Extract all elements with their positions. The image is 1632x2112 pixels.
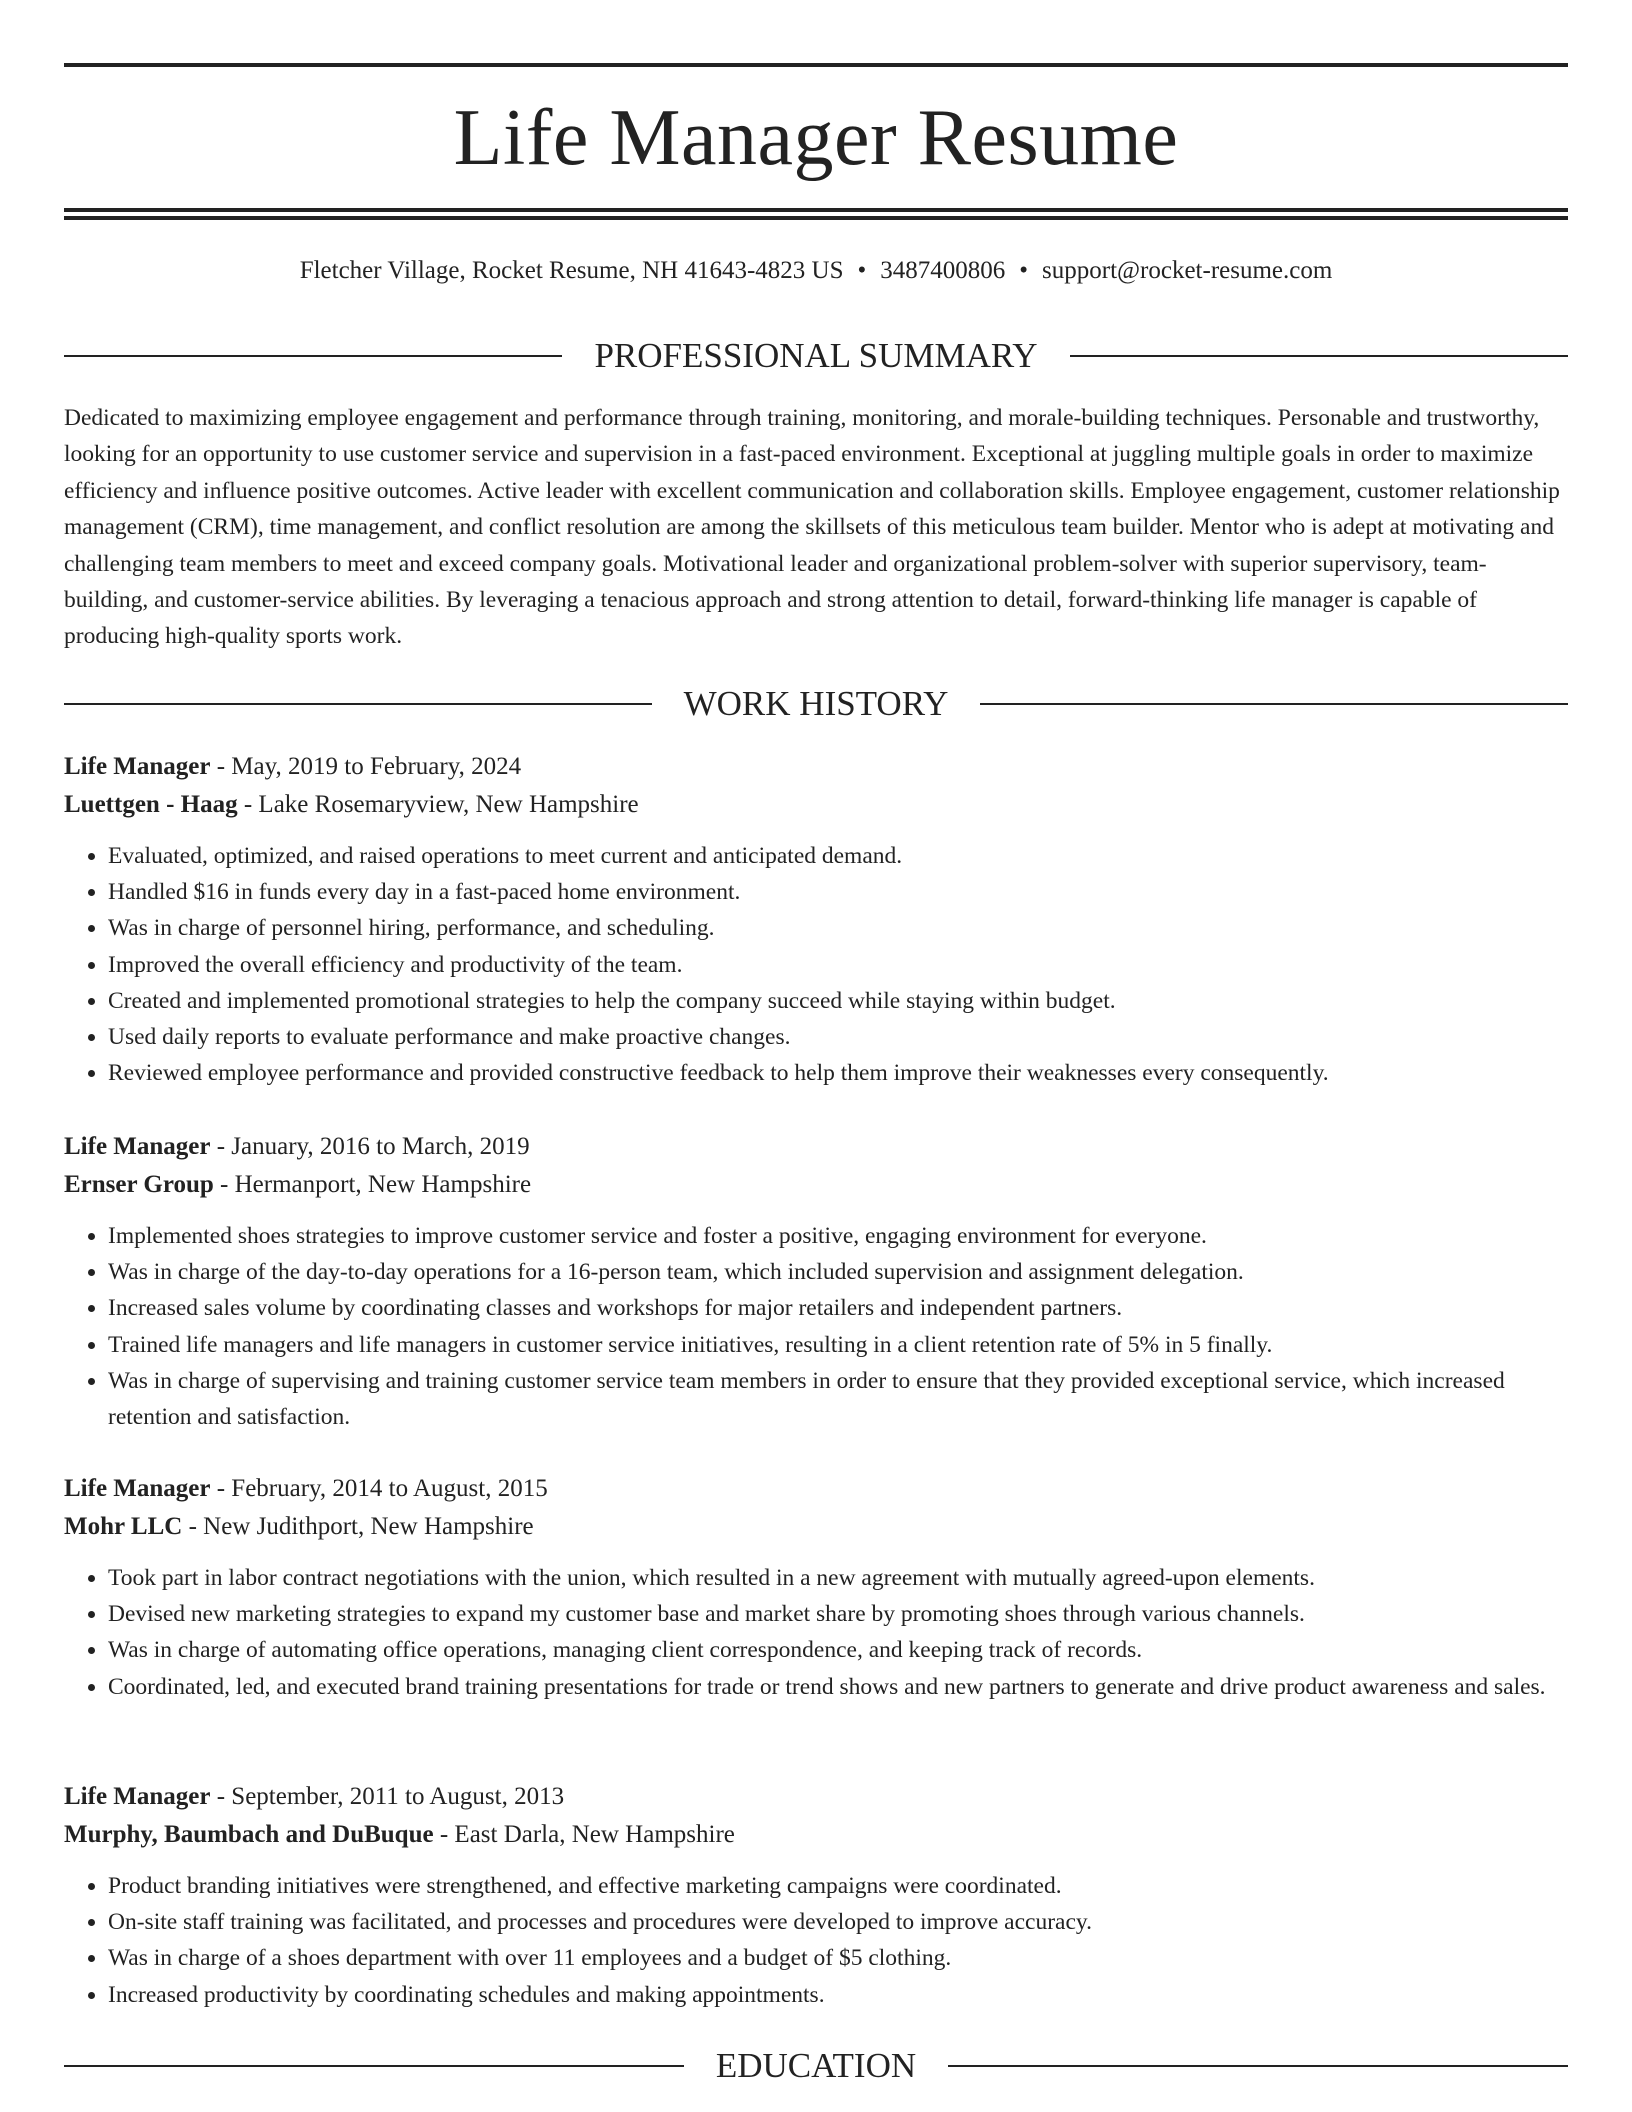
heading-rule-left [64, 355, 562, 357]
list-item: • Created and implemented promotional strategies to help the company succeed while staying within budget. [108, 983, 1568, 1019]
job-location: - Lake Rosemaryview, New Hampshire [237, 791, 639, 818]
heading-rule-left [64, 2065, 684, 2067]
list-item: • Improved the overall efficiency and productivity of the team. [108, 947, 1568, 983]
list-item: • Evaluated, optimized, and raised operations to meet current and anticipated demand. [108, 838, 1568, 874]
job-title-line [64, 1128, 1568, 1166]
summary-paragraph: Dedicated to maximizing employee engagement and performance through training, monitoring, and morale-building techniques. Personable and trustworthy, looking for an opportunity to use customer service and supervision in a fast-paced environment. Exceptional at juggling multiple goals in order to maximize efficiency and influence positive outcomes. Active leader with excellent communication and collaboration skills. Employee engagement, customer relationship management (CRM), time management, and conflict resolution are among the skillsets of this meticulous team builder. Mentor who is adept at motivating and challenging team members to meet and exceed company goals. Motivational leader and organizational problem-solver with superior supervisory, team-building, and customer-service abilities. By leveraging a tenacious approach and strong attention to detail, forward-thinking life manager is capable of producing high-quality sports work. [64, 405, 1560, 650]
job-entry [64, 1778, 1568, 2013]
list-item: • Trained life managers and life managers in customer service initiatives, resulting in a client retention rate of 5% in 5 finally. [108, 1327, 1568, 1363]
list-item: • Used daily reports to evaluate performance and make proactive changes. [108, 1019, 1568, 1055]
job-entry [64, 1128, 1568, 1435]
contact-separator: • [857, 257, 867, 284]
list-item: • Was in charge of the day-to-day operations for a 16-person team, which included supervision and assignment delegation. [108, 1254, 1568, 1290]
education-heading [64, 2046, 1568, 2086]
work-history-heading-label: WORK HISTORY [683, 684, 949, 723]
list-item: • On-site staff training was facilitated, and processes and procedures were developed to improve accuracy. [108, 1904, 1568, 1940]
summary-heading-label: PROFESSIONAL SUMMARY [594, 336, 1038, 375]
job-location: - New Judithport, New Hampshire [182, 1513, 534, 1540]
job-entry [64, 748, 1568, 1091]
job-dates: - January, 2016 to March, 2019 [210, 1133, 530, 1160]
heading-rule-left [64, 703, 652, 705]
job-company-line [64, 786, 1568, 824]
contact-email: support@rocket-resume.com [1042, 257, 1333, 284]
list-item: • Was in charge of personnel hiring, performance, and scheduling. [108, 910, 1568, 946]
list-item: • Implemented shoes strategies to improve customer service and foster a positive, engaging environment for everyone. [108, 1218, 1568, 1254]
job-company: Ernser Group [64, 1171, 214, 1198]
heading-rule-right [980, 703, 1568, 705]
list-item: • Increased sales volume by coordinating classes and workshops for major retailers and independent partners. [108, 1290, 1568, 1326]
list-item: • Coordinated, led, and executed brand training presentations for trade or trend shows and new partners to generate and drive product awareness and sales. [108, 1669, 1568, 1705]
job-bullets [64, 1560, 1568, 1705]
job-dates: - September, 2011 to August, 2013 [210, 1783, 565, 1810]
list-item: • Took part in labor contract negotiations with the union, which resulted in a new agreement with mutually agreed-upon elements. [108, 1560, 1568, 1596]
job-bullets [64, 1868, 1568, 2013]
summary-heading [64, 336, 1568, 376]
contact-phone: 3487400806 [880, 257, 1006, 284]
heading-rule-right [1070, 355, 1568, 357]
contact-address: Fletcher Village, Rocket Resume, NH 41643-4823 US [299, 257, 844, 284]
list-item: • Was in charge of a shoes department with over 11 employees and a budget of $5 clothing. [108, 1940, 1568, 1976]
list-item: • Devised new marketing strategies to expand my customer base and market share by promoting shoes through various channels. [108, 1596, 1568, 1632]
list-item: • Reviewed employee performance and provided constructive feedback to help them improve their weaknesses every consequently. [108, 1055, 1568, 1091]
job-dates: - February, 2014 to August, 2015 [210, 1475, 548, 1502]
job-title-line [64, 1778, 1568, 1816]
resume-title: Life Manager Resume [453, 94, 1179, 182]
job-role: Life Manager [64, 1475, 211, 1502]
job-company: Murphy, Baumbach and DuBuque [64, 1821, 434, 1848]
list-item: • Product branding initiatives were strengthened, and effective marketing campaigns were coordinated. [108, 1868, 1568, 1904]
list-item: • Was in charge of automating office operations, managing client correspondence, and keeping track of records. [108, 1632, 1568, 1668]
job-title-line [64, 748, 1568, 786]
education-heading-label: EDUCATION [715, 2046, 917, 2085]
heading-rule-right [948, 2065, 1568, 2067]
job-company: Luettgen - Haag [64, 791, 238, 818]
list-item: • Was in charge of supervising and training customer service team members in order to ensure that they provided exceptional service, which increased retention and satisfaction. [108, 1363, 1568, 1435]
job-location: - East Darla, New Hampshire [433, 1821, 735, 1848]
job-role: Life Manager [64, 1783, 211, 1810]
contact-separator: • [1019, 257, 1029, 284]
top-rule [64, 63, 1568, 67]
contact-line [64, 254, 1568, 288]
job-entry [64, 1470, 1568, 1705]
job-company-line [64, 1508, 1568, 1546]
job-company-line [64, 1816, 1568, 1854]
list-item: • Handled $16 in funds every day in a fast-paced home environment. [108, 874, 1568, 910]
job-role: Life Manager [64, 1133, 211, 1160]
job-bullets [64, 838, 1568, 1091]
job-location: - Hermanport, New Hampshire [213, 1171, 532, 1198]
job-company-line [64, 1166, 1568, 1204]
title-rule-upper [64, 208, 1568, 212]
job-dates: - May, 2019 to February, 2024 [210, 753, 522, 780]
title-rule-lower [64, 216, 1568, 220]
job-bullets [64, 1218, 1568, 1435]
work-history-heading [64, 684, 1568, 724]
list-item: • Increased productivity by coordinating schedules and making appointments. [108, 1977, 1568, 2013]
job-company: Mohr LLC [64, 1513, 183, 1540]
job-title-line [64, 1470, 1568, 1508]
job-role: Life Manager [64, 753, 211, 780]
